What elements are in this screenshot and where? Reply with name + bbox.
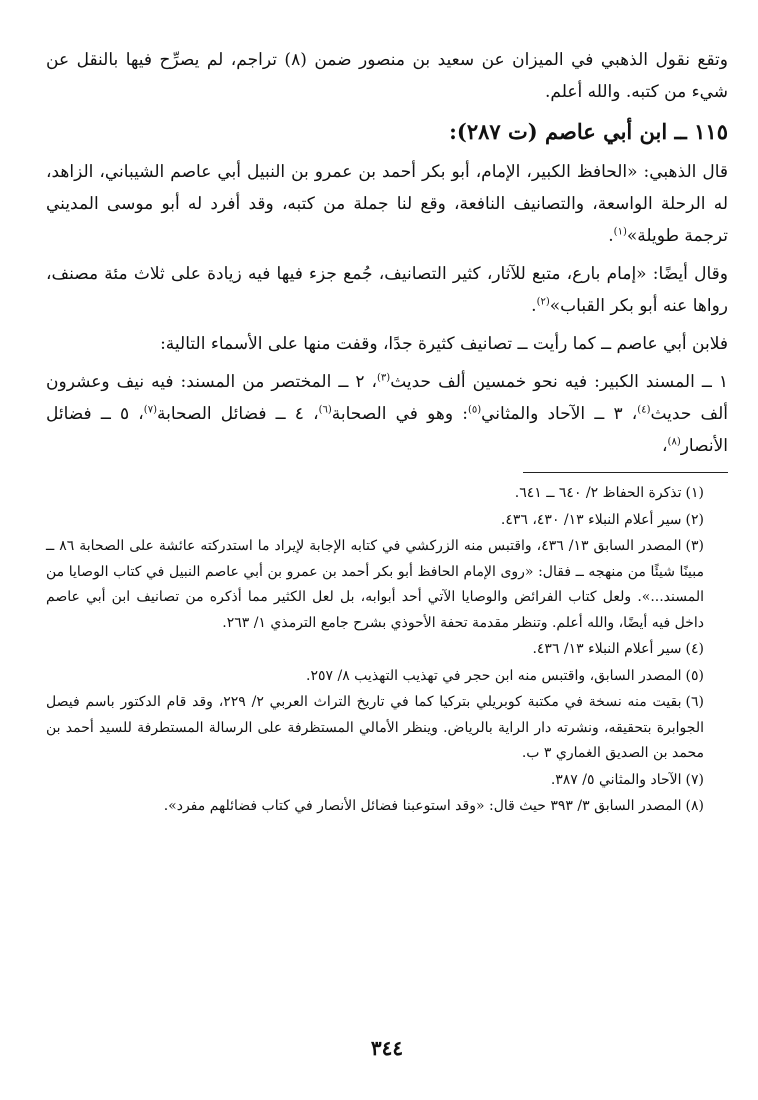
- footnote-text: المصدر السابق ٣/ ٣٩٣ حيث قال: «وقد استوعبنا فضائل الأنصار في كتاب فضائلهم مفرد».: [163, 798, 682, 814]
- work-item-text: ١ ــ المسند الكبير: فيه نحو خمسين ألف حديث: [390, 372, 729, 392]
- footnote-number: (٨): [685, 798, 704, 814]
- paragraph-text: فلابن أبي عاصم ــ كما رأيت ــ تصانيف كثيرة جدًا، وقفت منها على الأسماء التالية:: [160, 334, 728, 354]
- footnotes: [46, 481, 728, 820]
- works-list-paragraph: [46, 366, 728, 462]
- footnote: [46, 637, 728, 663]
- footnote: [46, 508, 728, 534]
- footnote-ref[interactable]: (٣): [377, 372, 391, 384]
- intro-paragraph: [46, 44, 728, 108]
- footnote-ref[interactable]: (٤): [637, 404, 651, 416]
- intro-text: وتقع نقول الذهبي في الميزان عن سعيد بن منصور ضمن (٨) تراجم، لم يصرِّح فيها بالنقل عن شيء من كتبه. والله أعلم.: [46, 50, 728, 102]
- footnote-text: بقيت منه نسخة في مكتبة كوبريلي بتركيا كما في تاريخ التراث العربي ٢/ ٢٢٩، وقد قام الدكتور باسم فيصل الجوابرة بتحقيقه، ونشرته دار الراية بالرياض. وينظر الأمالي المستظرفة على الرسالة المستطرفة للسيد أحمد بن محمد بن الصديق الغماري ٣ ب.: [46, 694, 704, 761]
- footnote: [46, 534, 728, 636]
- work-item-text: ،: [662, 436, 668, 456]
- paragraph-text: وقال أيضًا: «إمام بارع، متبع للآثار، كثير التصانيف، جُمع جزء فيها فيه زيادة على ثلاث مئة مصنف، رواها عنه أبو بكر القباب»: [46, 264, 728, 316]
- footnote: [46, 794, 728, 820]
- second-quote-paragraph: وقال أيضًا: «إمام بارع، متبع للآثار، كثير التصانيف، جُمع جزء فيها فيه زيادة على ثلاث مئة مصنف، رواها عنه أبو بكر القباب»$^{(٢)}$.: [46, 264, 728, 316]
- dhahabi-quote-paragraph: قال الذهبي: «الحافظ الكبير، الإمام، أبو بكر أحمد بن عمرو بن النبيل أبي عاصم الشيباني، الزاهد، له الرحلة الواسعة، والتصانيف النافعة، وقع لنا جملة من كتبه، وقد أفرد له أبو موسى المديني ترجمة طويلة»$^{(١)}$.: [46, 162, 728, 246]
- footnote-text: الآحاد والمثاني ٥/ ٣٨٧.: [550, 771, 682, 788]
- footnote-text: المصدر السابق، واقتبس منه ابن حجر في تهذيب التهذيب ٨/ ٢٥٧.: [306, 667, 682, 684]
- footnote-ref[interactable]: (٥): [467, 404, 482, 416]
- footnote-text: سير أعلام النبلاء ١٣/ ٤٣٦.: [532, 641, 682, 657]
- footnote-number: (٣): [685, 538, 704, 554]
- footnote-number: (١): [685, 485, 704, 501]
- footnote-number: (٢): [685, 511, 704, 528]
- section-heading: ١١٥ ــ ابن أبي عاصم (ت ٢٨٧):: [449, 119, 728, 144]
- footnote: [46, 481, 728, 507]
- work-item-text: : وهو في الصحابة: [331, 404, 468, 424]
- footnote-separator: [523, 472, 728, 473]
- footnote-ref[interactable]: (١): [613, 226, 627, 238]
- footnote: [46, 690, 728, 767]
- page-number: ٣٤٤: [370, 1036, 404, 1060]
- footnote-number: (٦): [685, 694, 704, 710]
- footnote: [46, 664, 728, 690]
- work-item-text: ، ٤ ــ فضائل الصحابة: [156, 404, 319, 424]
- footnote-number: (٤): [685, 641, 704, 657]
- works-intro-paragraph: [46, 328, 728, 360]
- footnote-ref[interactable]: (٨): [667, 436, 681, 448]
- footnote: [46, 768, 728, 794]
- book-page: [46, 44, 728, 1060]
- work-item-text: ، ٥ ــ فضائل الأنصار: [46, 404, 728, 456]
- work-item-text: ، ٢ ــ المختصر من المسند: فيه نيف وعشرون ألف حديث: [46, 372, 729, 424]
- work-item-text: ، ٣ ــ الآحاد والمثاني: [481, 404, 638, 424]
- footnote-ref[interactable]: (٧): [143, 404, 157, 416]
- footnote-text: المصدر السابق ١٣/ ٤٣٦، واقتبس منه الزركشي في كتابه الإجابة لإيراد ما استدركته عائشة على الصحابة ٨٦ ــ مبينًا شيئًا من منهجه ــ فقال: «روى الإمام الحافظ أبو بكر أحمد بن عمرو بن أبي عاصم النبيل في كتاب الوصايا من المسند...». ولعل كتاب الفرائض والوصايا الآتي أحد أبوابه، بل لعل الكثير مما أذكره من تصانيف ابن أبي عاصم داخل فيه أيضًا، والله أعلم. وتنظر مقدمة تحفة الأحوذي بشرح جامع الترمذي ١/ ٢٦٣.: [46, 538, 704, 631]
- footnote-number: (٥): [685, 667, 704, 684]
- footnote-ref[interactable]: (٦): [318, 404, 332, 416]
- footnote-ref[interactable]: (٢): [536, 296, 550, 308]
- paragraph-text: قال الذهبي: «الحافظ الكبير، الإمام، أبو بكر أحمد بن عمرو بن النبيل أبي عاصم الشيباني، الزاهد، له الرحلة الواسعة، والتصانيف النافعة، وقع لنا جملة من كتبه، وقد أفرد له أبو موسى المديني ترجمة طويلة»: [46, 162, 728, 246]
- footnote-text: تذكرة الحفاظ ٢/ ٦٤٠ ــ ٦٤١.: [514, 485, 682, 501]
- footnote-text: سير أعلام النبلاء ١٣/ ٤٣٠، ٤٣٦.: [500, 511, 682, 528]
- footnote-number: (٧): [685, 771, 704, 788]
